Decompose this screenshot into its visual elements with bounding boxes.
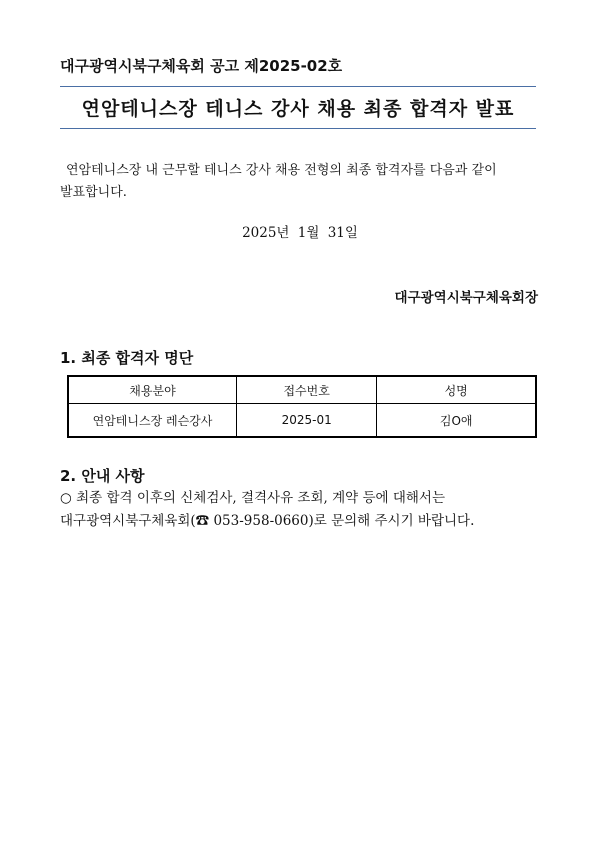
section-heading-notice: 2. 안내 사항 [60,467,145,485]
intro-text: 연암테니스장 내 근무할 테니스 강사 채용 전형의 최종 합격자를 다음과 같이 발표합니다. [60,163,497,200]
notice-text: ○ 최종 합격 이후의 신체검사, 결격사유 조회, 계약 등에 대해서는 대구광역시북구체육회(☎ 053-958-0660)로 문의해 주시기 바랍니다. [60,490,475,529]
table-header-field: 채용분야 [68,376,236,404]
table-cell-application-number: 2025-01 [236,404,376,438]
section-heading-results: 1. 최종 합격자 명단 [60,349,194,367]
table-cell-field: 연암테니스장 레슨강사 [68,404,236,438]
notice-number: 대구광역시북구체육회 공고 제2025-02호 [60,57,343,75]
table-header-name: 성명 [377,376,536,404]
table-header-application-number: 접수번호 [236,376,376,404]
signer: 대구광역시북구체육회장 [394,290,538,306]
title-rule-bottom [60,128,536,129]
announcement-date: 2025년 1월 31일 [242,225,358,241]
table-header-row [68,376,536,404]
table-cell-name: 김O애 [377,404,536,438]
results-table [67,375,537,438]
title-rule-top [60,86,536,87]
document-title: 연암테니스장 테니스 강사 채용 최종 합격자 발표 [81,98,515,120]
table-row [68,404,536,438]
